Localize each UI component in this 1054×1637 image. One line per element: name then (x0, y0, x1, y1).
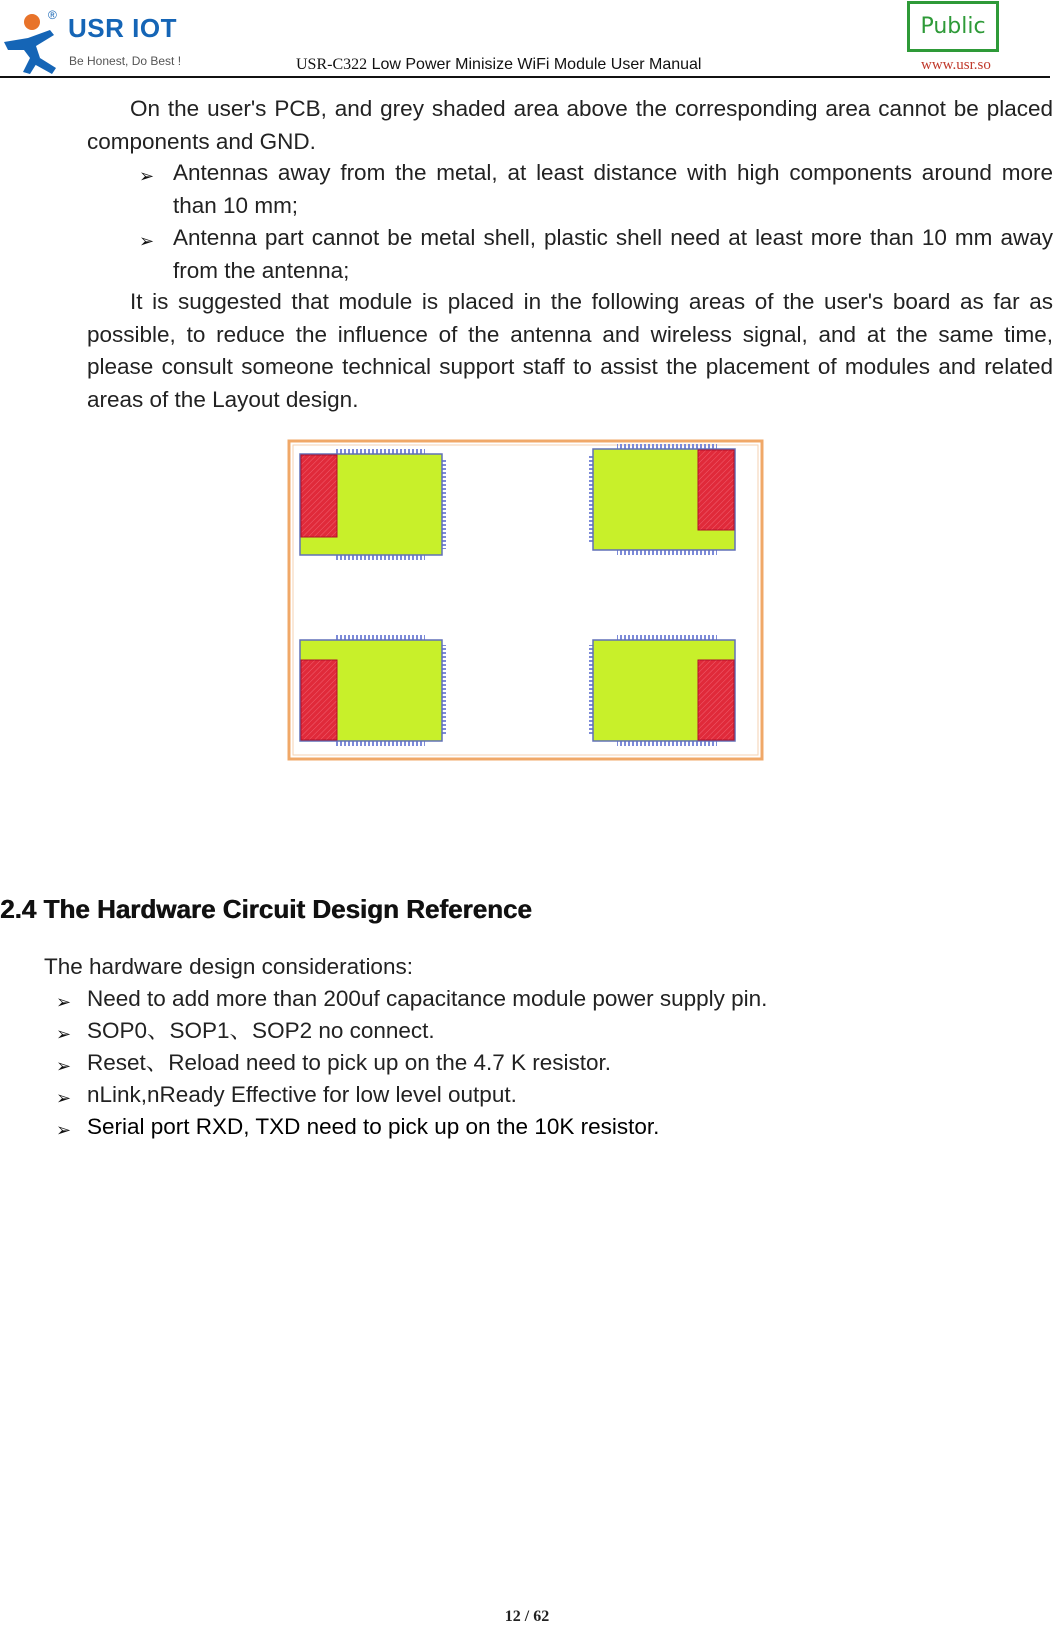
intro-paragraph-2: It is suggested that module is placed in the following areas of the user's board as far as possible, to reduce the influence of the antenna and wireless signal, and at the same time, please consult someone technical support staff to assist the placement of modules and related areas of the Layout design. (87, 289, 1053, 412)
module-bottom-left (300, 635, 446, 746)
module-top-left (300, 449, 446, 560)
section-heading: 2.4 The Hardware Circuit Design Reference (0, 894, 532, 924)
antenna-keepout-zone (301, 660, 337, 740)
design-bullet-2: ➢ SOP0、SOP1、SOP2 no connect. (0, 1015, 1054, 1048)
section-intro: The hardware design considerations: (44, 954, 413, 979)
design-bullet-5: ➢ Serial port RXD, TXD need to pick up on the 10K resistor. (0, 1111, 1054, 1144)
arrowhead-bullet-icon: ➢ (139, 231, 155, 251)
intro-bullet-2: ➢ Antenna part cannot be metal shell, plastic shell need at least more than 10 mm away from the antenna; (139, 225, 1053, 283)
antenna-keepout-zone (698, 450, 734, 530)
title-model: USR-C322 (296, 56, 368, 73)
design-bullet-1: ➢ Need to add more than 200uf capacitance module power supply pin. (0, 983, 1054, 1016)
registered-mark: ® (48, 8, 57, 22)
module-placement-figure (287, 439, 764, 761)
arrowhead-bullet-icon: ➢ (56, 1088, 72, 1108)
design-bullet-4: ➢ nLink,nReady Effective for low level output. (0, 1079, 1054, 1112)
antenna-keepout-zone (301, 455, 337, 537)
intro-bullet-1: ➢ Antennas away from the metal, at least distance with high components around more than 10 mm; (139, 160, 1053, 218)
arrowhead-bullet-icon: ➢ (56, 1120, 72, 1140)
public-badge: Public (907, 1, 999, 52)
page-number: 12 / 62 (504, 1608, 550, 1625)
arrowhead-bullet-icon: ➢ (139, 166, 155, 186)
header-url[interactable]: www.usr.so (921, 57, 991, 73)
arrowhead-bullet-icon: ➢ (56, 1024, 72, 1044)
brand-slogan: Be Honest, Do Best ! (69, 54, 182, 68)
intro-paragraph-1: On the user's PCB, and grey shaded area above the corresponding area cannot be placed components and GND. (87, 96, 1053, 154)
module-top-right (589, 444, 735, 555)
design-bullet-3: ➢ Reset、Reload need to pick up on the 4.7 K resistor. (0, 1047, 1054, 1080)
header-divider (0, 76, 1050, 78)
antenna-keepout-zone (698, 660, 734, 740)
document-title (296, 56, 701, 74)
brand-name: USR IOT (68, 13, 177, 43)
title-text: Low Power Minisize WiFi Module User Manual (371, 56, 702, 73)
arrowhead-bullet-icon: ➢ (56, 992, 72, 1012)
module-bottom-right (589, 635, 735, 746)
arrowhead-bullet-icon: ➢ (56, 1056, 72, 1076)
